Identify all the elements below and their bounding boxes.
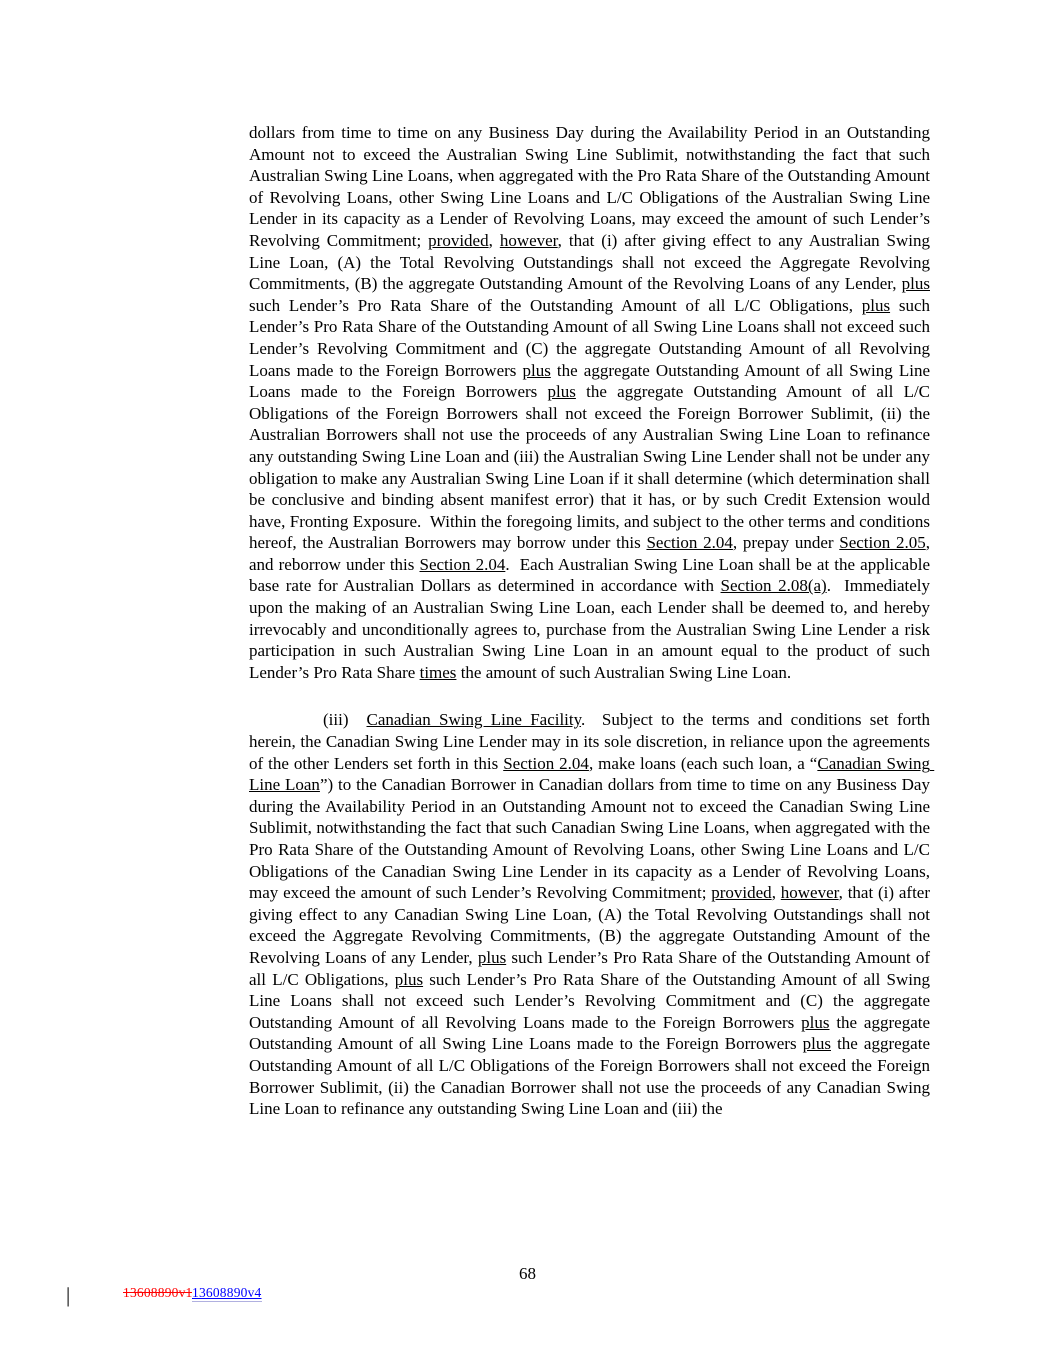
underlined-term: however bbox=[499, 230, 558, 250]
text-run: , bbox=[771, 883, 781, 903]
inserted-version-id: 13608890v4 bbox=[192, 1285, 262, 1300]
text-run: such Lender’s Pro Rata Share of the Outstanding Amount of all Swing Line Loans shall not exceed such Lender’s Revolving Commitment and (C) the aggregate Outstanding Amount of all Revolving Loans made to the Foreign Borrowers bbox=[249, 295, 935, 380]
deleted-version-id: 13608890v1 bbox=[123, 1285, 192, 1300]
page-number: 68 bbox=[519, 1264, 536, 1283]
underlined-term: provided bbox=[711, 883, 772, 903]
underlined-term: plus bbox=[901, 274, 930, 294]
underlined-term: plus bbox=[394, 969, 424, 989]
text-run: (iii) bbox=[323, 710, 349, 730]
underlined-term: Section 2.08(a) bbox=[720, 576, 827, 596]
text-run: the amount of such Australian Swing Line Loan. bbox=[456, 662, 792, 682]
text-run: , that (i) after giving effect to any Australian Swing Line Loan, (A) the Total Revolving Outstandings shall not exceed the Aggregate Revolving Commitments, (B) the aggregate Outstanding Amount of the Revolving Loans of any Lender, bbox=[249, 230, 935, 294]
underlined-term: plus bbox=[801, 1012, 830, 1032]
underlined-term: Section 2.04 bbox=[419, 554, 506, 574]
document-body bbox=[249, 122, 935, 1120]
text-run: , that (i) after giving effect to any Canadian Swing Line Loan, (A) the Total Revolving Outstandings shall not exceed the Aggregate Revolving Commitments, (B) the aggregate Outstanding Amount of the Revolving Loans of any Lender, bbox=[249, 883, 935, 967]
text-run: . Each Australian Swing Line Loan shall be at the applicable base rate for Australian Dollars as determined in accordance with bbox=[249, 554, 935, 596]
text-run: the aggregate Outstanding Amount of all Swing Line Loans made to the Foreign Borrowers bbox=[249, 1012, 935, 1054]
revision-change-bar: | bbox=[66, 1283, 71, 1307]
text-run: such Lender’s Pro Rata Share of the Outstanding Amount of all L/C Obligations, bbox=[249, 947, 935, 989]
australian-swing-line-paragraph bbox=[249, 122, 935, 683]
text-run: . Immediately upon the making of an Australian Swing Line Loan, each Lender shall be deemed to, and hereby irrevocably and unconditionally agrees to, purchase from the Australian Swing Line Lender a risk participation in such Australian Swing Line Loan in an amount equal to the product of such Lender’s Pro Rata Share bbox=[249, 576, 935, 682]
document-version-ids bbox=[123, 1284, 262, 1301]
text-run: , prepay under bbox=[732, 533, 840, 553]
underlined-term: Section 2.04 bbox=[503, 753, 589, 773]
text-run: , make loans (each such loan, a “ bbox=[588, 753, 818, 773]
underlined-term: plus bbox=[477, 947, 507, 967]
underlined-term: times bbox=[419, 662, 457, 682]
text-run: dollars from time to time on any Business Day during the Availability Period in an Outstanding Amount not to exceed the Australian Swing Line Sublimit, notwithstanding the fact that such Australian Swing Line Loans, when aggregated with the Pro Rata Share of the Outstanding Amount of Revolving Loans, other Swing Line Loans and L/C Obligations of the Australian Swing Line Lender in its capacity as a Lender of Revolving Loans, may exceed the amount of such Lender’s Revolving Commitment; bbox=[249, 123, 935, 250]
text-run: the aggregate Outstanding Amount of all Swing Line Loans made to the Foreign Borrowers bbox=[249, 360, 935, 402]
text-run: , and reborrow under this bbox=[249, 533, 935, 574]
underlined-term: Canadian Swing Line Loan bbox=[249, 753, 935, 795]
underlined-term: plus bbox=[522, 360, 551, 380]
underlined-term: Canadian Swing Line Facility bbox=[366, 710, 582, 730]
text-run: , bbox=[488, 230, 500, 250]
underlined-term: Section 2.04 bbox=[646, 533, 733, 553]
text-run: ”) to the Canadian Borrower in Canadian dollars from time to time on any Business Day during the Availability Period in an Outstanding Amount not to exceed the Canadian Swing Line Sublimit, notwithstanding the fact that such Canadian Swing Line Loans, when aggregated with the Pro Rata Share of the Outstanding Amount of Revolving Loans, other Swing Line Loans and L/C Obligations of the Canadian Swing Line Lender in its capacity as a Lender of Revolving Loans, may exceed the amount of such Lender’s Revolving Commitment; bbox=[249, 775, 935, 903]
underlined-term: plus bbox=[802, 1034, 831, 1054]
text-run: such Lender’s Pro Rata Share of the Outstanding Amount of all L/C Obligations, bbox=[249, 274, 935, 315]
underlined-term: Section 2.05 bbox=[839, 533, 926, 553]
underlined-term: provided bbox=[428, 230, 489, 250]
canadian-swing-line-paragraph bbox=[249, 709, 935, 1119]
underlined-term: plus bbox=[547, 382, 576, 402]
text-run: . Subject to the terms and conditions set forth herein, the Canadian Swing Line Lender may in its sole discretion, in reliance upon the agreements of the other Lenders set forth in this bbox=[249, 710, 935, 773]
text-run: the aggregate Outstanding Amount of all L/C Obligations of the Foreign Borrowers shall not exceed the Foreign Borrower Sublimit, (ii) the Australian Borrowers shall not use the proceeds of any Australian Swing Line Loan to refinance any outstanding Swing Line Loan and (iii) the Australian Swing Line Lender shall not be under any obligation to make any Australian Swing Line Loan if it shall determine (which determination shall be conclusive and binding absent manifest error) that it has, or by such Credit Extension would have, Fronting Exposure. Within the foregoing limits, and subject to the other terms and conditions hereof, the Australian Borrowers may borrow under this bbox=[249, 382, 935, 553]
text-run: the aggregate Outstanding Amount of all L/C Obligations of the Foreign Borrowers shall not exceed the Foreign Borrower Sublimit, (ii) the Canadian Borrower shall not use the proceeds of any Canadian Swing Line Loan to refinance any outstanding Swing Line Loan and (iii) the bbox=[249, 1034, 935, 1119]
text-run: such Lender’s Pro Rata Share of the Outstanding Amount of all Swing Line Loans shall not exceed such Lender’s Revolving Commitment and (C) the aggregate Outstanding Amount of all Revolving Loans made to the Foreign Borrowers bbox=[249, 969, 935, 1032]
underlined-term: however bbox=[780, 883, 839, 903]
underlined-term: plus bbox=[861, 295, 891, 315]
